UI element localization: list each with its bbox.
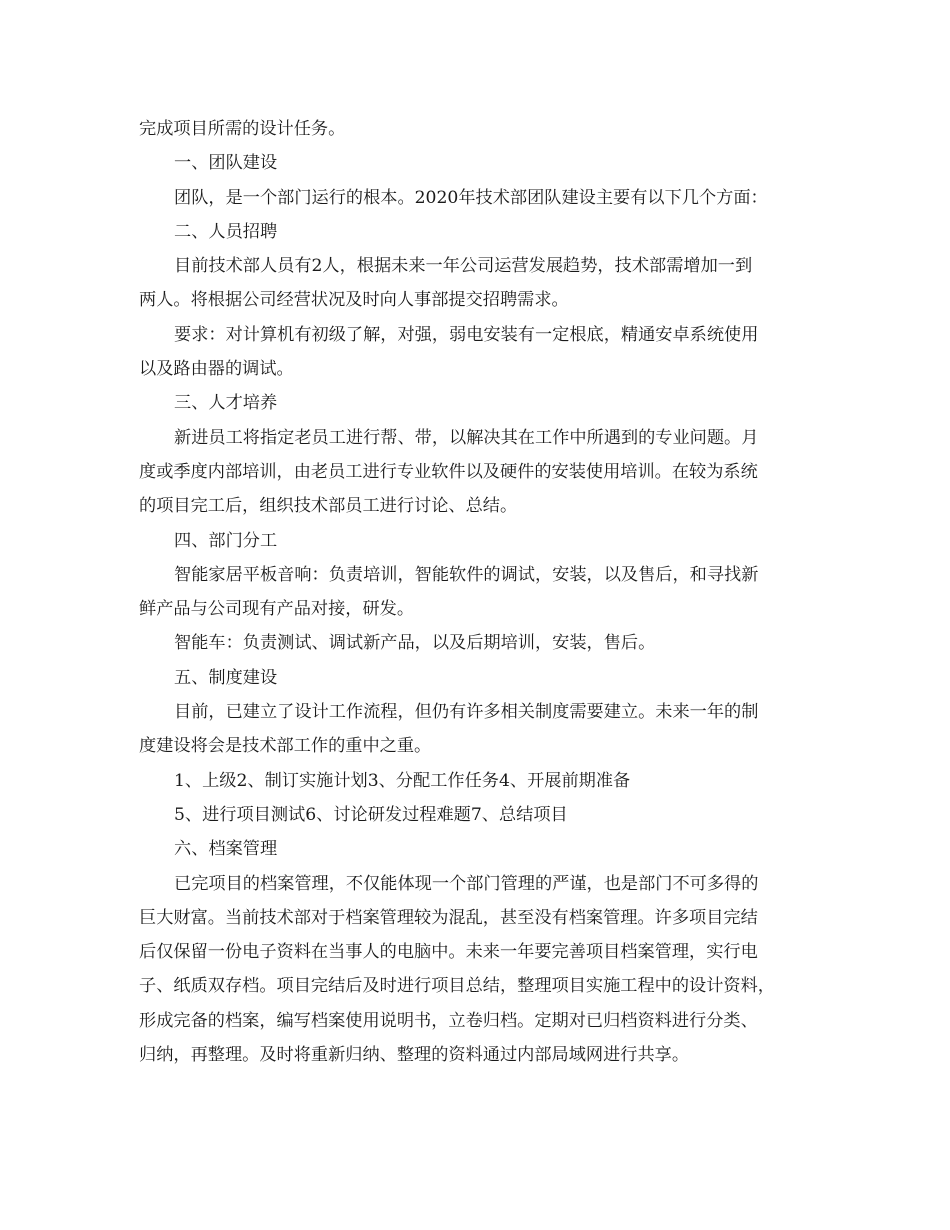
text-line: 两人。将根据公司经营状况及时向人事部提交招聘需求。	[139, 290, 569, 311]
text-line: 目前，已建立了设计工作流程，但仍有许多相关制度需要建立。未来一年的制	[174, 702, 759, 723]
text-line: 形成完备的档案，编写档案使用说明书，立卷归档。定期对已归档资料进行分类、	[139, 1010, 758, 1031]
text-line: 度或季度内部培训，由老员工进行专业软件以及硬件的安装使用培训。在较为系统	[139, 461, 758, 482]
text-line: 完成项目所需的设计任务。	[139, 119, 346, 139]
text-line: 已完项目的档案管理，不仅能体现一个部门管理的严谨，也是部门不可多得的	[174, 873, 759, 894]
text-line: 巨大财富。当前技术部对于档案管理较为混乱，甚至没有档案管理。许多项目完结	[139, 907, 758, 928]
document-page	[139, 112, 829, 1072]
text-line: 二、人员招聘	[174, 221, 278, 242]
text-line: 目前技术部人员有2人，根据未来一年公司运营发展趋势，技术部需增加一到	[174, 256, 753, 277]
text-line: 子、纸质双存档。项目完结后及时进行项目总结，整理项目实施工程中的设计资料，	[139, 976, 775, 997]
text-line: 一、团队建设	[174, 153, 278, 174]
text-line: 鲜产品与公司现有产品对接，研发。	[139, 599, 415, 620]
text-line: 归纳，再整理。及时将重新归纳、整理的资料通过内部局域网进行共享。	[139, 1045, 690, 1066]
text-line: 要求：对计算机有初级了解，对强，弱电安装有一定根底，精通安卓系统使用	[174, 324, 759, 345]
text-line: 1、上级2、制订实施计划3、分配工作任务4、开展前期准备	[174, 770, 631, 791]
text-line: 智能车：负责测试、调试新产品，以及后期培训，安装，售后。	[174, 633, 656, 654]
text-line: 智能家居平板音响：负责培训，智能软件的调试，安装，以及售后，和寻找新	[174, 564, 759, 585]
text-line: 以及路由器的调试。	[139, 359, 294, 380]
text-line: 后仅保留一份电子资料在当事人的电脑中。未来一年要完善项目档案管理，实行电	[139, 942, 758, 963]
text-line: 六、档案管理	[174, 839, 278, 860]
text-line: 5、进行项目测试6、讨论研发过程难题7、总结项目	[174, 804, 568, 825]
text-line: 团队，是一个部门运行的根本。2020年技术部团队建设主要有以下几个方面：	[174, 187, 768, 208]
text-line: 度建设将会是技术部工作的重中之重。	[139, 736, 432, 757]
text-line: 新进员工将指定老员工进行帮、带，以解决其在工作中所遇到的专业问题。月	[174, 427, 759, 448]
text-line: 三、人才培养	[174, 393, 278, 414]
text-line: 五、制度建设	[174, 667, 278, 688]
text-line: 的项目完工后，组织技术部员工进行讨论、总结。	[139, 496, 518, 517]
text-line: 四、部门分工	[174, 530, 278, 551]
